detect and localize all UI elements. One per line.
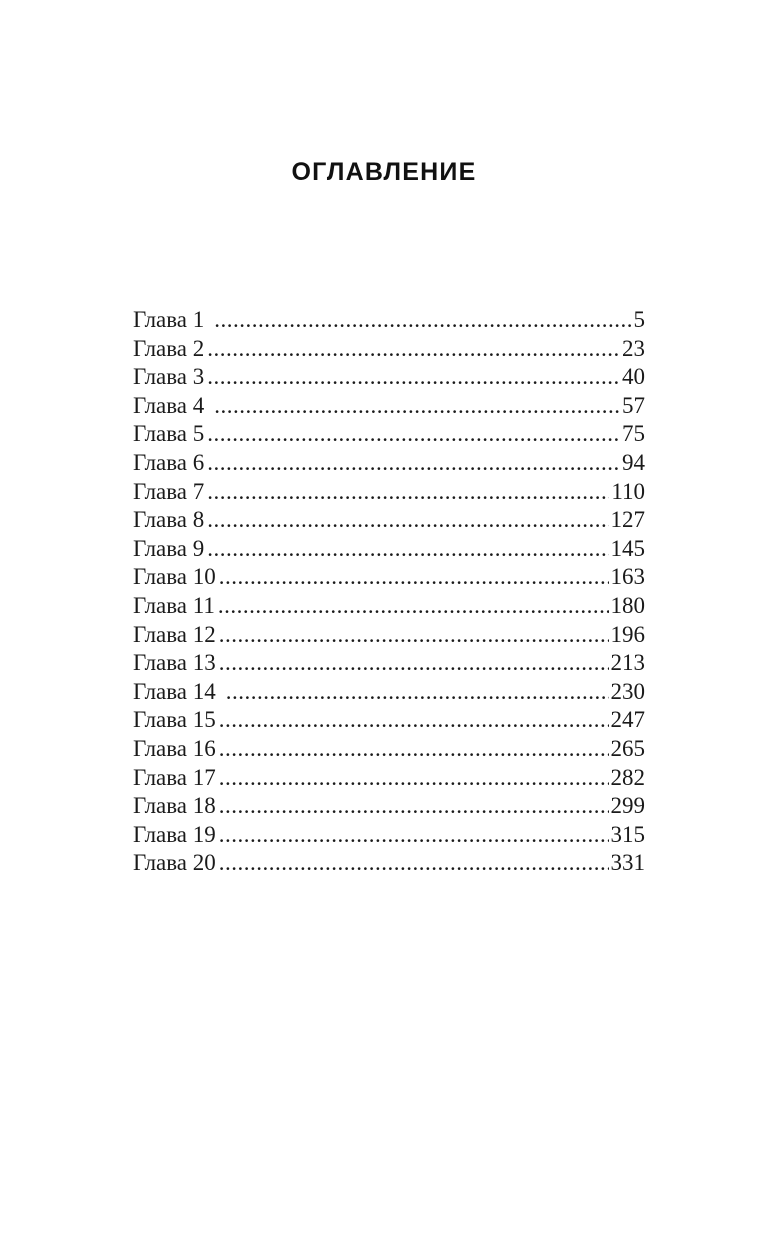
toc-entry[interactable] [133, 592, 645, 621]
toc-entry[interactable] [133, 678, 645, 707]
toc-entry-label: Глава 10 [133, 564, 216, 590]
toc-entry-page-number: 145 [610, 535, 645, 561]
toc-entry-page-number: 163 [610, 564, 645, 590]
toc-entry[interactable] [133, 649, 645, 678]
toc-entry-label: Глава 7 [133, 478, 205, 504]
toc-leader-dots [219, 737, 609, 760]
page-title: ОГЛАВЛЕНИЕ [291, 158, 477, 186]
toc-entry[interactable] [133, 621, 645, 650]
toc-entry-page-number: 196 [610, 621, 645, 647]
toc-entry[interactable] [133, 420, 645, 449]
toc-entry-page-number: 57 [622, 392, 645, 418]
toc-entry-label: Глава 8 [133, 507, 205, 533]
toc-entry-page-number: 110 [611, 478, 645, 504]
toc-leader-dots [207, 337, 620, 360]
toc-entry-label: Глава 17 [133, 764, 216, 790]
toc-leader-dots [219, 823, 609, 846]
toc-entry-label: Глава 19 [133, 821, 216, 847]
toc-entry[interactable] [133, 706, 645, 735]
toc-entry-label: Глава 13 [133, 650, 216, 676]
toc-entry[interactable] [133, 392, 645, 421]
toc-entry[interactable] [133, 563, 645, 592]
toc-leader-dots [207, 537, 608, 560]
toc-leader-dots [219, 623, 609, 646]
toc-leader-dots [219, 851, 609, 874]
toc-leader-dots [226, 680, 609, 703]
toc-entry[interactable] [133, 306, 645, 335]
table-of-contents [133, 306, 645, 878]
toc-entry-label: Глава 11 [133, 592, 215, 618]
toc-leader-dots [207, 451, 620, 474]
toc-leader-dots [219, 651, 609, 674]
toc-entry-page-number: 40 [622, 364, 645, 390]
toc-entry-label: Глава 18 [133, 793, 216, 819]
toc-leader-dots [207, 508, 608, 531]
toc-entry-page-number: 127 [610, 507, 645, 533]
toc-entry[interactable] [133, 764, 645, 793]
toc-entry-page-number: 331 [610, 850, 645, 876]
toc-entry[interactable] [133, 535, 645, 564]
toc-entry-label: Глава 5 [133, 421, 205, 447]
toc-leader-dots [219, 565, 609, 588]
toc-entry[interactable] [133, 849, 645, 878]
toc-entry[interactable] [133, 821, 645, 850]
toc-entry-page-number: 265 [610, 735, 645, 761]
toc-entry-page-number: 180 [610, 592, 645, 618]
toc-entry-label: Глава 1 [133, 307, 205, 332]
toc-entry-page-number: 299 [610, 793, 645, 819]
toc-entry[interactable] [133, 363, 645, 392]
toc-leader-dots [207, 480, 609, 503]
toc-entry-page-number: 247 [610, 707, 645, 733]
toc-entry-page-number: 282 [610, 764, 645, 790]
toc-entry[interactable] [133, 449, 645, 478]
toc-leader-dots [207, 422, 620, 445]
toc-leader-dots [219, 766, 609, 789]
toc-entry-page-number: 75 [622, 421, 645, 447]
toc-entry-label: Глава 12 [133, 621, 216, 647]
toc-leader-dots [219, 794, 609, 817]
toc-entry-page-number: 315 [610, 821, 645, 847]
toc-entry-page-number: 213 [610, 650, 645, 676]
toc-entry[interactable] [133, 335, 645, 364]
toc-entry-label: Глава 4 [133, 392, 205, 418]
toc-entry-label: Глава 2 [133, 335, 205, 361]
toc-entry-label: Глава 14 [133, 678, 216, 704]
toc-entry-label: Глава 3 [133, 364, 205, 390]
toc-entry[interactable] [133, 478, 645, 507]
toc-entry-page-number: 94 [622, 449, 645, 475]
toc-leader-dots [219, 708, 609, 731]
toc-entry-page-number: 23 [622, 335, 645, 361]
toc-entry-label: Глава 16 [133, 735, 216, 761]
toc-leader-dots [207, 365, 620, 388]
toc-leader-dots [214, 394, 620, 417]
toc-entry-label: Глава 6 [133, 449, 205, 475]
toc-leader-dots [218, 594, 609, 617]
toc-entry-page-number: 230 [610, 678, 645, 704]
toc-leader-dots [214, 308, 631, 331]
toc-entry[interactable] [133, 792, 645, 821]
toc-entry[interactable] [133, 506, 645, 535]
toc-entry-page-number: 5 [633, 307, 645, 332]
toc-entry[interactable] [133, 735, 645, 764]
toc-entry-label: Глава 20 [133, 850, 216, 876]
toc-entry-label: Глава 9 [133, 535, 205, 561]
toc-entry-label: Глава 15 [133, 707, 216, 733]
